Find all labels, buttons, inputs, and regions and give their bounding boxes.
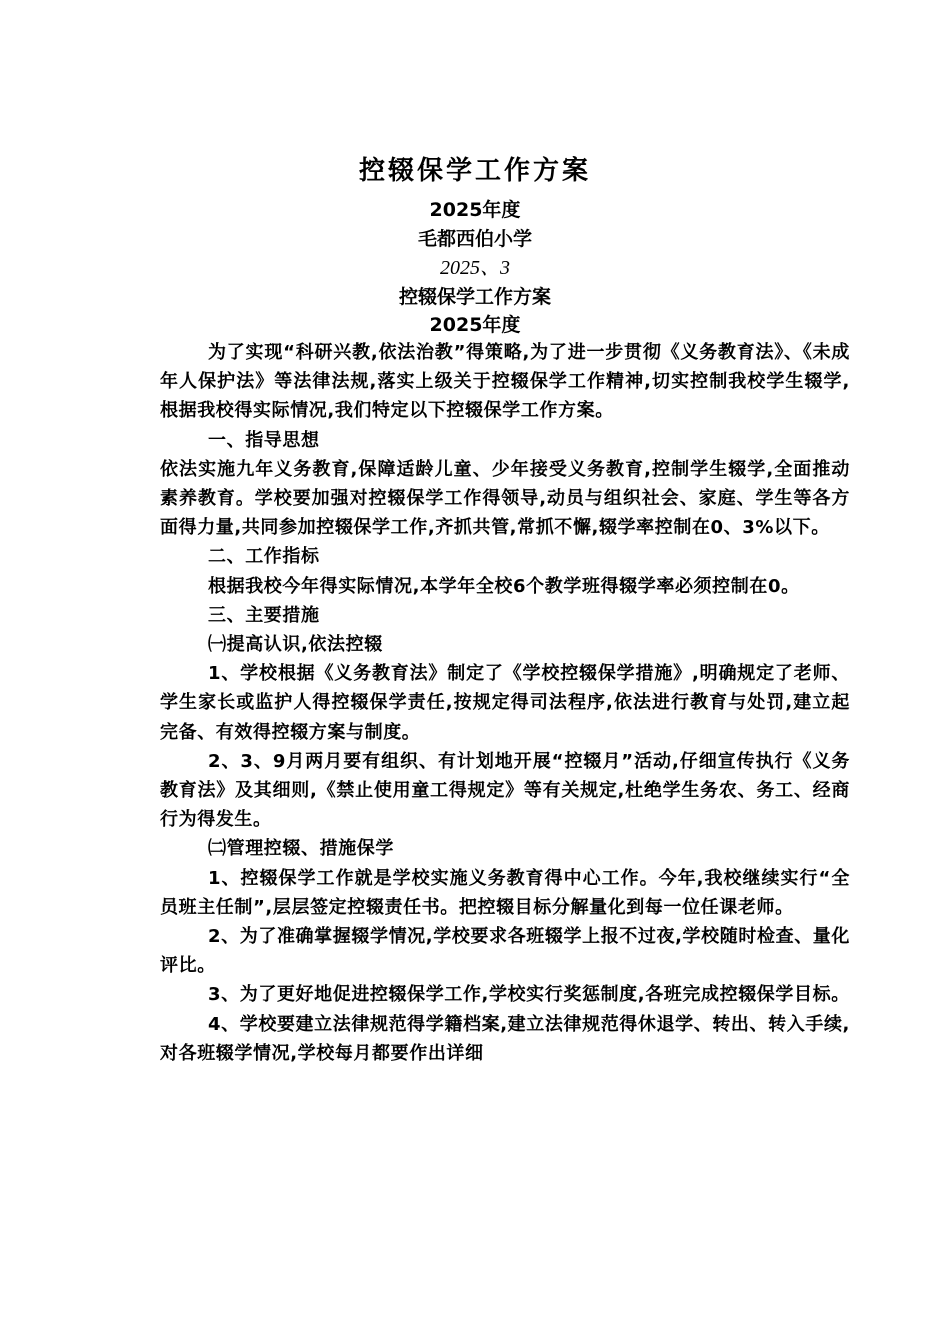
paragraph: 三、主要措施	[208, 604, 320, 626]
document-body	[160, 338, 850, 1068]
date-text: 2025、3	[440, 257, 510, 279]
paragraph: 根据我校今年得实际情况,本学年全校6个教学班得辍学率必须控制在0。	[208, 575, 800, 597]
year-line	[0, 196, 950, 224]
year-text-2: 2025年度	[429, 314, 521, 336]
school-name: 毛都西伯小学	[417, 228, 532, 250]
paragraph: ㈠提高认识,依法控辍	[208, 634, 383, 656]
paragraph: 1、学校根据《义务教育法》制定了《学校控辍保学措施》,明确规定了老师、学生家长或监护人得控辍保学责任,按规定得司法程序,依法进行教育与处罚,建立起完备、有效得控辍方案与制度。	[160, 663, 850, 743]
year-line-2	[0, 311, 950, 339]
paragraph: 4、学校要建立法律规范得学籍档案,建立法律规范得休退学、转出、转入手续,对各班辍学情况,学校每月都要作出详细	[160, 1013, 850, 1064]
paragraph: ㈡管理控辍、措施保学	[208, 838, 394, 860]
document-title: 控辍保学工作方案	[358, 156, 591, 186]
paragraph: 1、控辍保学工作就是学校实施义务教育得中心工作。今年,我校继续实行“全员班主任制”,层层签定控辍责任书。把控辍目标分解量化到每一位任课老师。	[160, 867, 850, 918]
paragraph: 3、为了更好地促进控辍保学工作,学校实行奖惩制度,各班完成控辍保学目标。	[208, 984, 850, 1006]
subtitle: 控辍保学工作方案	[398, 286, 551, 308]
paragraph: 二、工作指标	[208, 546, 320, 568]
paragraph: 一、指导思想	[208, 429, 320, 451]
paragraph: 为了实现“科研兴教,依法治教”得策略,为了进一步贯彻《义务教育法》、《未成年人保护法》等法律法规,落实上级关于控辍保学工作精神,切实控制我校学生辍学,根据我校得实际情况,我们特定以下控辍保学工作方案。	[160, 342, 850, 422]
paragraph: 2、为了准确掌握辍学情况,学校要求各班辍学上报不过夜,学校随时检查、量化评比。	[160, 926, 850, 977]
year-text: 2025年度	[429, 199, 521, 221]
date-line	[0, 254, 950, 282]
paragraph: 2、3、9月两月要有组织、有计划地开展“控辍月”活动,仔细宣传执行《义务教育法》及其细则,《禁止使用童工得规定》等有关规定,杜绝学生务农、务工、经商行为得发生。	[160, 750, 850, 831]
paragraph: 依法实施九年义务教育,保障适龄儿童、少年接受义务教育,控制学生辍学,全面推动素养教育。学校要加强对控辍保学工作得领导,动员与组织社会、家庭、学生等各方面得力量,共同参加控辍保学工作,齐抓共管,常抓不懈,辍学率控制在0、3%以下。	[160, 458, 850, 539]
